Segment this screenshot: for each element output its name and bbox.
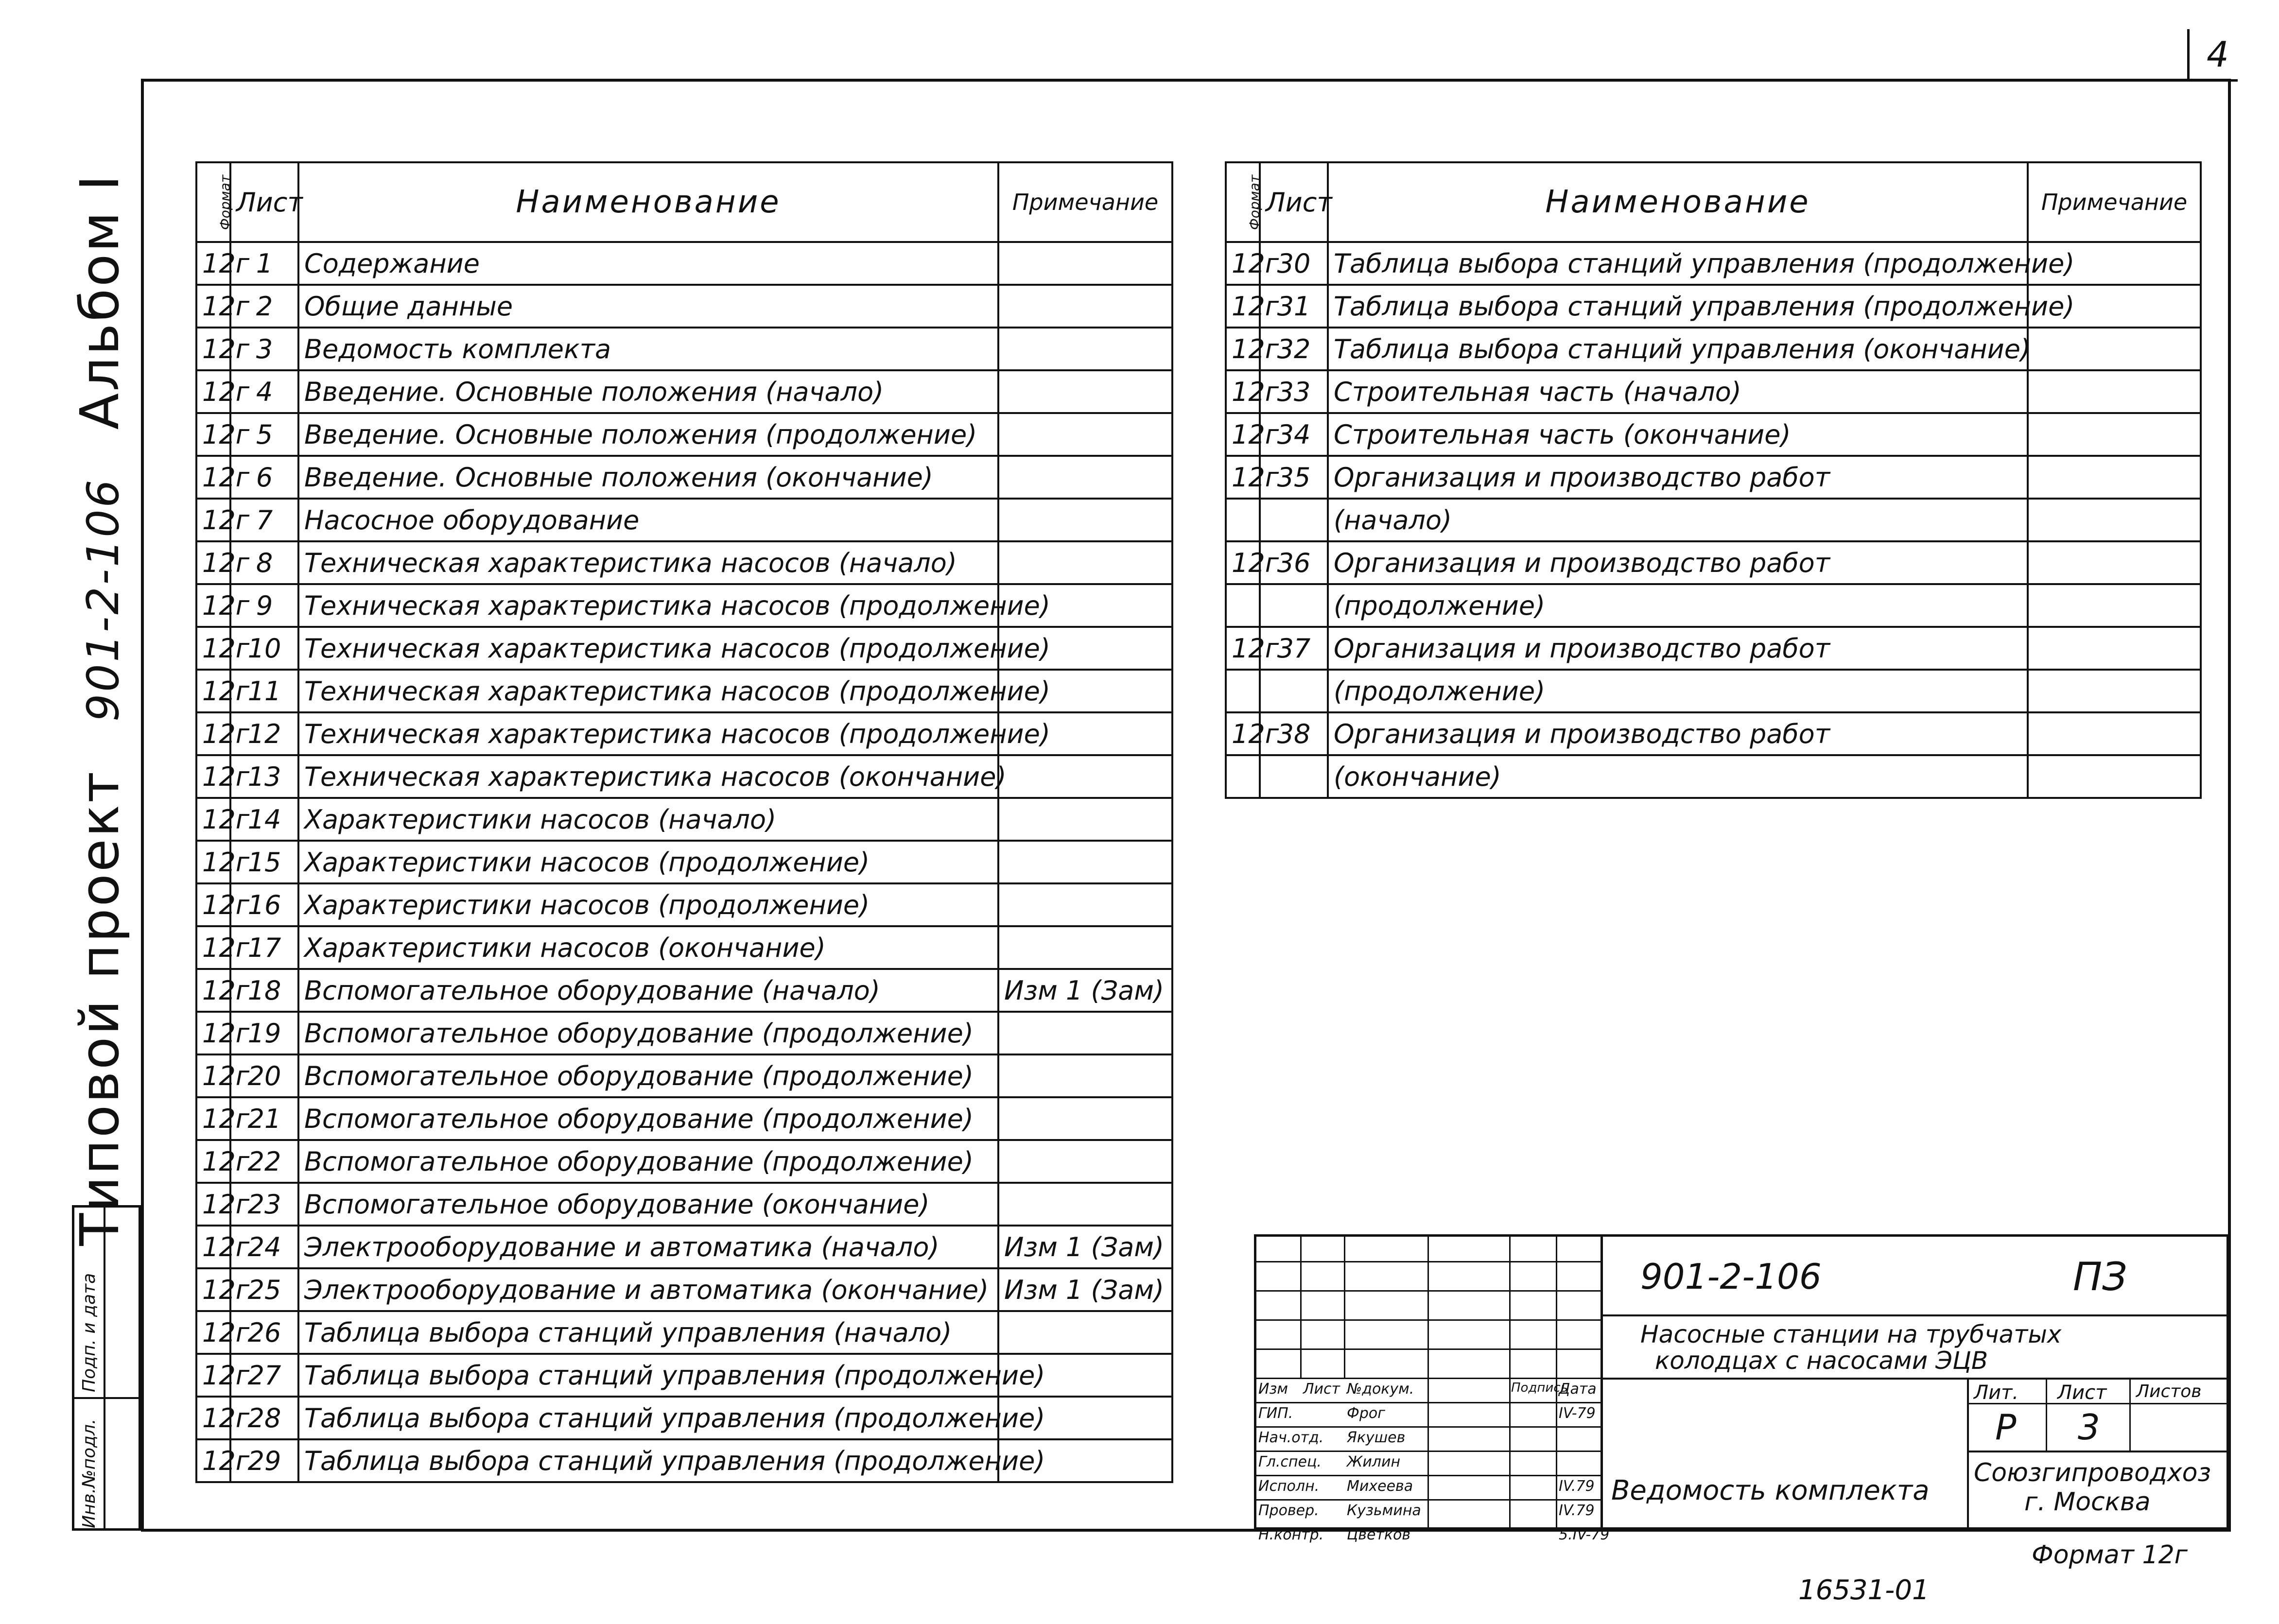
cell-note [998, 883, 1172, 926]
cell-note [998, 1311, 1172, 1354]
object-name-line2: колодцах с насосами ЭЦВ [1655, 1347, 1988, 1375]
table-row [196, 1140, 1172, 1183]
cell-sheet: 34 [1260, 413, 1328, 456]
cell-name: Организация и производство работ [1328, 541, 2028, 584]
cell-note [2028, 499, 2201, 541]
cell-name: Вспомогательное оборудование (начало) [298, 969, 998, 1012]
header-sheet: Лист [230, 162, 298, 242]
table-row [196, 456, 1172, 499]
cell-name: Техническая характеристика насосов (продолжение) [298, 670, 998, 712]
table-row [196, 627, 1172, 670]
inventory-number: 16531-01 [1798, 1574, 1930, 1606]
cell-format: 12г [1226, 456, 1260, 499]
table-row [1226, 242, 2201, 285]
side-title-prefix: Типовой проект [69, 769, 131, 1246]
cell-format: 12г [196, 370, 230, 413]
cell-sheet [1260, 584, 1328, 627]
cell-sheet: 26 [230, 1311, 298, 1354]
table-row [196, 541, 1172, 584]
cell-format: 12г [196, 1226, 230, 1268]
cell-sheet: 38 [1260, 712, 1328, 755]
cell-sheet [1260, 499, 1328, 541]
cell-sheet: 10 [230, 627, 298, 670]
cell-name: Введение. Основные положения (начало) [298, 370, 998, 413]
cell-name: Характеристики насосов (продолжение) [298, 841, 998, 883]
cell-format: 12г [196, 456, 230, 499]
cell-format: 12г [196, 627, 230, 670]
cell-format: 12г [1226, 285, 1260, 328]
approval-role: Исполн. [1258, 1478, 1320, 1495]
table-row [1226, 712, 2201, 755]
cell-format: 12г [1226, 712, 1260, 755]
strip-label-date: Подп. и дата [79, 1273, 99, 1392]
cell-format: 12г [196, 584, 230, 627]
cell-name: Таблица выбора станций управления (окончание) [1328, 328, 2028, 370]
approval-date: IV.79 [1559, 1502, 1595, 1519]
col-header-doc: №докум. [1347, 1381, 1414, 1398]
cell-name: Вспомогательное оборудование (окончание) [298, 1183, 998, 1226]
cell-format [1226, 670, 1260, 712]
cell-name: Электрооборудование и автоматика (начало) [298, 1226, 998, 1268]
cell-note [998, 499, 1172, 541]
document-mark: ПЗ [2073, 1254, 2127, 1299]
table-row [1226, 670, 2201, 712]
cell-sheet: 28 [230, 1397, 298, 1439]
table-row [1226, 541, 2201, 584]
cell-name: Таблица выбора станций управления (продолжение) [298, 1354, 998, 1397]
table-row [1226, 499, 2201, 541]
cell-sheet: 12 [230, 712, 298, 755]
cell-name: Содержание [298, 242, 998, 285]
stage-header-sheet: Лист [2057, 1382, 2107, 1404]
cell-format: 12г [196, 926, 230, 969]
cell-name: Таблица выбора станций управления (продолжение) [1328, 285, 2028, 328]
cell-note [2028, 584, 2201, 627]
cell-note: Изм 1 (Зам) [998, 1268, 1172, 1311]
approval-role: ГИП. [1258, 1405, 1293, 1422]
cell-format [1226, 584, 1260, 627]
cell-format: 12г [196, 670, 230, 712]
stage-header-sheets: Листов [2136, 1382, 2202, 1401]
cell-format: 12г [196, 1097, 230, 1140]
cell-sheet [1260, 755, 1328, 798]
cell-name: Характеристики насосов (начало) [298, 798, 998, 841]
sheet-title: Ведомость комплекта [1611, 1475, 1930, 1506]
cell-name: (продолжение) [1328, 584, 2028, 627]
cell-format: 12г [196, 969, 230, 1012]
side-title-code: 901-2-106 [78, 478, 129, 722]
table-row [196, 285, 1172, 328]
cell-sheet: 5 [230, 413, 298, 456]
cell-note [998, 1183, 1172, 1226]
cell-note [998, 285, 1172, 328]
table-row [196, 242, 1172, 285]
cell-note [998, 1054, 1172, 1097]
approval-name: Фрог [1347, 1405, 1385, 1422]
cell-name: Вспомогательное оборудование (продолжение) [298, 1054, 998, 1097]
cell-name: Электрооборудование и автоматика (окончание) [298, 1268, 998, 1311]
table-row [196, 755, 1172, 798]
cell-name: Ведомость комплекта [298, 328, 998, 370]
approval-name: Михеева [1347, 1478, 1413, 1495]
approval-name: Кузьмина [1347, 1502, 1421, 1519]
cell-note [998, 798, 1172, 841]
cell-format: 12г [196, 755, 230, 798]
cell-format: 12г [196, 285, 230, 328]
cell-name: Организация и производство работ [1328, 456, 2028, 499]
strip-label-inventory: Инв.№подл. [79, 1418, 99, 1528]
table-row [1226, 456, 2201, 499]
cell-format: 12г [196, 1439, 230, 1482]
table-row [196, 798, 1172, 841]
table-row [1226, 413, 2201, 456]
table-row [196, 370, 1172, 413]
stage-value-sheet: 3 [2078, 1407, 2100, 1448]
cell-format: 12г [1226, 627, 1260, 670]
table-row [1226, 627, 2201, 670]
cell-name: Вспомогательное оборудование (продолжение) [298, 1140, 998, 1183]
header-name: Наименование [298, 162, 998, 242]
cell-sheet: 33 [1260, 370, 1328, 413]
cell-sheet: 18 [230, 969, 298, 1012]
header-note: Примечание [998, 162, 1172, 242]
cell-sheet: 32 [1260, 328, 1328, 370]
cell-note [998, 413, 1172, 456]
cell-sheet: 14 [230, 798, 298, 841]
cell-format: 12г [1226, 242, 1260, 285]
cell-sheet: 3 [230, 328, 298, 370]
table-row [196, 328, 1172, 370]
cell-sheet: 23 [230, 1183, 298, 1226]
cell-sheet: 21 [230, 1097, 298, 1140]
cell-note [2028, 712, 2201, 755]
cell-note [2028, 755, 2201, 798]
header-format: Формат [1226, 162, 1260, 242]
table-row [196, 670, 1172, 712]
cell-name: Таблица выбора станций управления (начало) [298, 1311, 998, 1354]
table-row [196, 1097, 1172, 1140]
cell-name: Организация и производство работ [1328, 627, 2028, 670]
approval-date: IV-79 [1559, 1405, 1596, 1422]
cell-name: Вспомогательное оборудование (продолжение) [298, 1012, 998, 1054]
cell-note [998, 841, 1172, 883]
col-header-sign: Подпись [1511, 1381, 1568, 1395]
cell-note [2028, 370, 2201, 413]
cell-note [998, 242, 1172, 285]
table-row [196, 1354, 1172, 1397]
cell-format: 12г [1226, 413, 1260, 456]
cell-sheet: 31 [1260, 285, 1328, 328]
cell-format: 12г [196, 242, 230, 285]
table-row [1226, 328, 2201, 370]
table-row [196, 1311, 1172, 1354]
cell-format: 12г [196, 883, 230, 926]
header-note: Примечание [2028, 162, 2201, 242]
cell-name: Таблица выбора станций управления (продолжение) [298, 1439, 998, 1482]
cell-note [2028, 328, 2201, 370]
approval-name: Цветков [1347, 1526, 1411, 1543]
cell-format: 12г [196, 1054, 230, 1097]
table-row [196, 1012, 1172, 1054]
cell-sheet: 22 [230, 1140, 298, 1183]
cell-name: (продолжение) [1328, 670, 2028, 712]
cell-sheet: 35 [1260, 456, 1328, 499]
cell-format: 12г [196, 1397, 230, 1439]
table-row [196, 841, 1172, 883]
table-row [1226, 584, 2201, 627]
cell-format [1226, 755, 1260, 798]
side-stamp-strip [72, 1205, 141, 1531]
cell-note [998, 926, 1172, 969]
cell-note [998, 370, 1172, 413]
cell-note [998, 1097, 1172, 1140]
table-row [196, 1226, 1172, 1268]
page-number: 4 [2207, 34, 2229, 75]
cell-sheet: 20 [230, 1054, 298, 1097]
cell-name: (окончание) [1328, 755, 2028, 798]
table-row [196, 1183, 1172, 1226]
approval-date: IV.79 [1559, 1478, 1595, 1495]
cell-format [1226, 499, 1260, 541]
table-row [1226, 755, 2201, 798]
table-row [196, 1268, 1172, 1311]
cell-name: Введение. Основные положения (продолжение) [298, 413, 998, 456]
cell-name: Техническая характеристика насосов (начало) [298, 541, 998, 584]
cell-name: Общие данные [298, 285, 998, 328]
table-row [196, 712, 1172, 755]
cell-sheet: 25 [230, 1268, 298, 1311]
cell-sheet: 13 [230, 755, 298, 798]
cell-name: Техническая характеристика насосов (продолжение) [298, 627, 998, 670]
approval-role: Гл.спец. [1258, 1453, 1322, 1470]
approval-role: Провер. [1258, 1502, 1319, 1519]
organization-line1: Союзгипроводхоз [1974, 1458, 2211, 1487]
cell-sheet: 37 [1260, 627, 1328, 670]
cell-sheet: 8 [230, 541, 298, 584]
cell-sheet: 30 [1260, 242, 1328, 285]
cell-note [998, 1140, 1172, 1183]
table-row [196, 413, 1172, 456]
cell-format: 12г [196, 328, 230, 370]
cell-format: 12г [1226, 370, 1260, 413]
cell-name: Техническая характеристика насосов (продолжение) [298, 712, 998, 755]
approval-name: Якушев [1347, 1429, 1406, 1446]
cell-sheet: 1 [230, 242, 298, 285]
cell-sheet: 29 [230, 1439, 298, 1482]
cell-format: 12г [196, 798, 230, 841]
cell-name: Таблица выбора станций управления (продолжение) [298, 1397, 998, 1439]
cell-format: 12г [196, 1311, 230, 1354]
cell-note: Изм 1 (Зам) [998, 969, 1172, 1012]
header-format: Формат [196, 162, 230, 242]
cell-name: Строительная часть (окончание) [1328, 413, 2028, 456]
cell-sheet: 11 [230, 670, 298, 712]
cell-sheet [1260, 670, 1328, 712]
cell-sheet: 27 [230, 1354, 298, 1397]
cell-name: Характеристики насосов (продолжение) [298, 883, 998, 926]
cell-format: 12г [1226, 541, 1260, 584]
side-title [69, 173, 131, 1246]
cell-format: 12г [196, 541, 230, 584]
table-row [196, 969, 1172, 1012]
table-header-row [196, 162, 1172, 242]
cell-format: 12г [196, 1140, 230, 1183]
cell-name: Таблица выбора станций управления (продолжение) [1328, 242, 2028, 285]
organization-line2: г. Москва [2024, 1487, 2151, 1517]
col-header-date: Дата [1559, 1381, 1597, 1398]
cell-name: Введение. Основные положения (окончание) [298, 456, 998, 499]
cell-format: 12г [196, 712, 230, 755]
cell-name: Вспомогательное оборудование (продолжение) [298, 1097, 998, 1140]
table-row [196, 499, 1172, 541]
stage-value-lit: Р [1995, 1407, 2017, 1448]
cell-note [998, 755, 1172, 798]
cell-sheet: 17 [230, 926, 298, 969]
cell-name: Строительная часть (начало) [1328, 370, 2028, 413]
cell-sheet: 36 [1260, 541, 1328, 584]
table-row [196, 926, 1172, 969]
cell-note [998, 456, 1172, 499]
cell-note [998, 541, 1172, 584]
cell-note [2028, 413, 2201, 456]
table-row [1226, 285, 2201, 328]
col-header-list: Лист [1303, 1381, 1340, 1398]
side-title-suffix: Альбом I [69, 173, 131, 430]
approval-role: Н.контр. [1258, 1526, 1324, 1543]
header-sheet: Лист [1260, 162, 1328, 242]
cell-note [2028, 627, 2201, 670]
title-block [1254, 1234, 2229, 1543]
cell-name: Насосное оборудование [298, 499, 998, 541]
approval-date: 5.IV-79 [1559, 1526, 1610, 1543]
table-row [1226, 370, 2201, 413]
cell-format: 12г [196, 841, 230, 883]
cell-format: 12г [196, 499, 230, 541]
format-label: Формат 12г [2032, 1540, 2188, 1570]
object-name-line1: Насосные станции на трубчатых [1640, 1320, 2062, 1348]
cell-note: Изм 1 (Зам) [998, 1226, 1172, 1268]
cell-format: 12г [196, 1183, 230, 1226]
cell-sheet: 19 [230, 1012, 298, 1054]
cell-sheet: 6 [230, 456, 298, 499]
cell-note [998, 1012, 1172, 1054]
cell-sheet: 24 [230, 1226, 298, 1268]
cell-format: 12г [196, 1354, 230, 1397]
table-row [196, 1054, 1172, 1097]
cell-note [2028, 541, 2201, 584]
cell-note [2028, 670, 2201, 712]
table-row [196, 1397, 1172, 1439]
cell-sheet: 16 [230, 883, 298, 926]
col-header-izm: Изм [1258, 1381, 1288, 1398]
cell-sheet: 2 [230, 285, 298, 328]
document-code: 901-2-106 [1640, 1256, 1822, 1297]
cell-name: Техническая характеристика насосов (окончание) [298, 755, 998, 798]
sheets-table-right [1225, 161, 2202, 799]
cell-format: 12г [196, 1012, 230, 1054]
table-row [196, 1439, 1172, 1482]
cell-sheet: 7 [230, 499, 298, 541]
cell-note [998, 328, 1172, 370]
table-row [196, 584, 1172, 627]
cell-name: Техническая характеристика насосов (продолжение) [298, 584, 998, 627]
stage-header-lit: Лит. [1974, 1382, 2019, 1404]
cell-name: (начало) [1328, 499, 2028, 541]
table-row [196, 883, 1172, 926]
approval-name: Жилин [1347, 1453, 1401, 1470]
cell-name: Характеристики насосов (окончание) [298, 926, 998, 969]
cell-format: 12г [1226, 328, 1260, 370]
cell-name: Организация и производство работ [1328, 712, 2028, 755]
cell-sheet: 4 [230, 370, 298, 413]
sheets-table-left [195, 161, 1173, 1483]
cell-format: 12г [196, 1268, 230, 1311]
approval-role: Нач.отд. [1258, 1429, 1324, 1446]
cell-format: 12г [196, 413, 230, 456]
cell-sheet: 9 [230, 584, 298, 627]
cell-note [2028, 456, 2201, 499]
header-name: Наименование [1328, 162, 2028, 242]
cell-sheet: 15 [230, 841, 298, 883]
table-header-row [1226, 162, 2201, 242]
